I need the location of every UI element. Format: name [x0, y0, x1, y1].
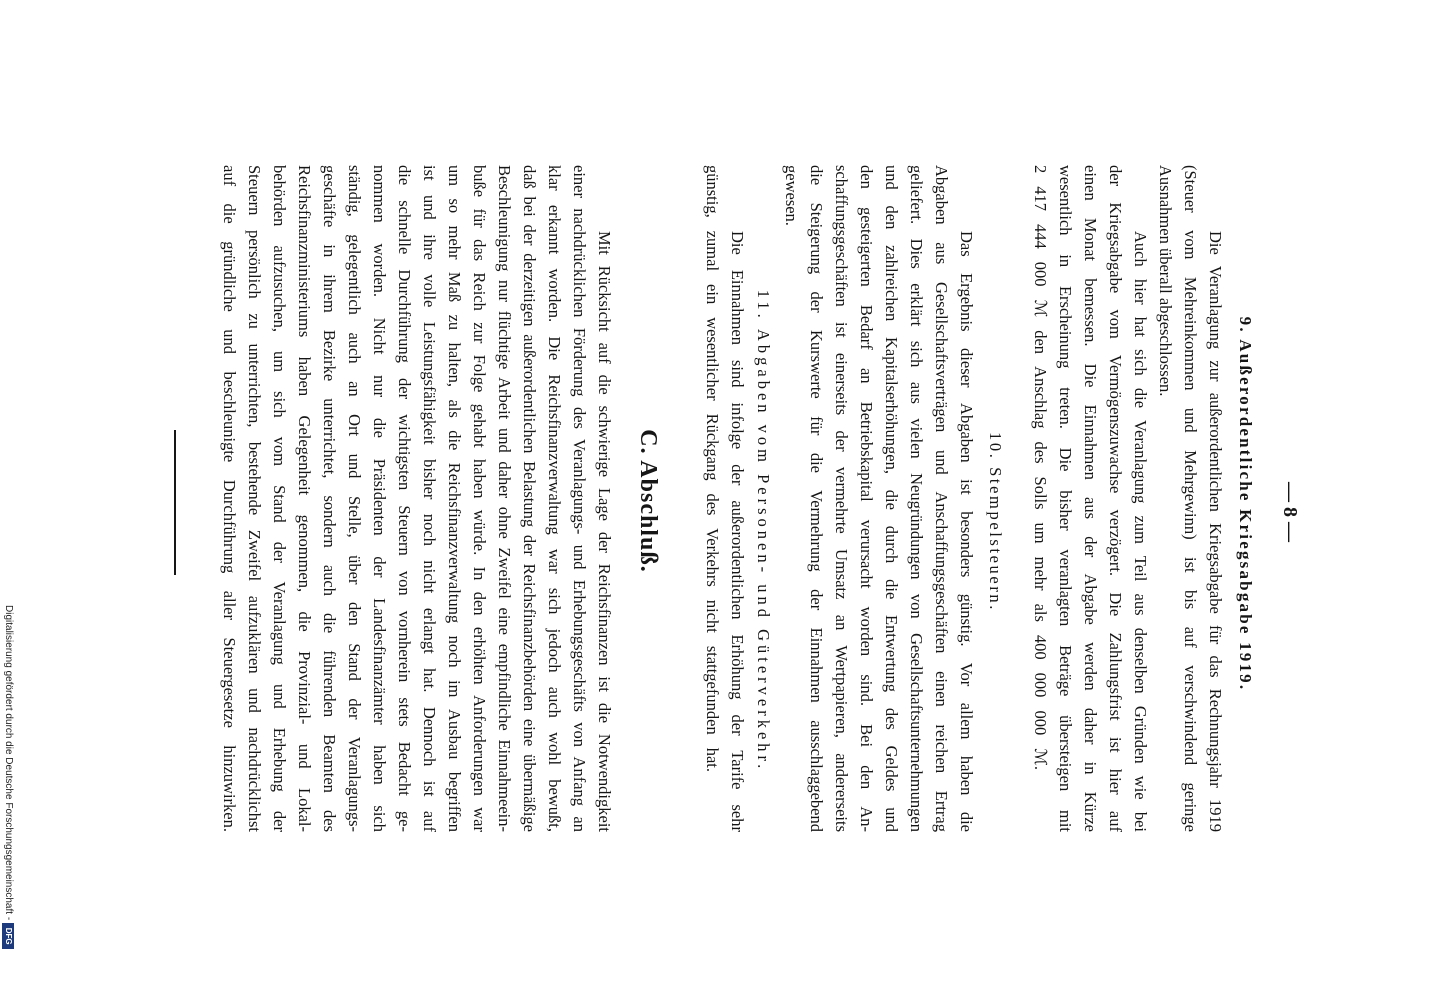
text-line: geschäfte in ihrem Bezirke unterrichtet, sondern auch die führenden Beamten des — [320, 165, 340, 832]
text-line: Die Veranlagung zur außerordentlichen Kriegsabgabe für das Rechnungsjahr 1919 — [1206, 231, 1226, 832]
text-line: Reichsfinanzministeriums haben Gelegenheit genommen, die Provinzial- und Lokal- — [295, 165, 315, 832]
text-line: schaffungsgeschäften ist einerseits der vermehrte Umsatz an Wertpapieren, andererseits — [832, 165, 852, 832]
text-line: buße für das Reich zur Folge gehabt haben würde. In den erhöhten Anforderungen war — [470, 165, 490, 832]
text-line: Abgaben aus Gesellschaftsverträgen und Anschaffungsgeschäften einen reichen Ertrag — [932, 165, 952, 832]
text-line: Beschleunigung nur flüchtige Arbeit und daher ohne Zweifel eine empfindliche Einnahmeein- — [495, 165, 515, 832]
text-line: günstig, zumal ein wesentlicher Rückgang des Verkehrs nicht stattgefunden hat. — [703, 165, 722, 772]
text-line: geliefert. Dies erklärt sich aus vielen Neugründungen von Gesellschaftsunternehmungen — [907, 165, 927, 832]
text-line: einer nachdrücklichen Förderung des Veranlagungs- und Erhebungsgeschäfts von Anfang an — [570, 165, 590, 832]
text-line: gewesen. — [782, 165, 802, 226]
text-line: ständig, gelegentlich auch an Ort und Stelle, über den Stand der Veranlagungs- — [345, 165, 365, 832]
text-line: Die Einnahmen sind infolge der außerordentlichen Erhöhung der Tarife sehr — [728, 231, 747, 832]
section-heading: 10. Stempelsteuern. — [986, 432, 1005, 612]
page-number: — 8 — — [1279, 482, 1301, 542]
chapter-heading: C. Abschluß. — [635, 429, 661, 573]
text-line: Steuern persönlich zu unterrichten, bestehende Zweifel aufzuklären und nachdrücklichst — [245, 165, 265, 832]
text-line: den gesteigerten Bedarf an Betriebskapital verursacht worden sind. Bei den An- — [857, 165, 877, 832]
section-9-kriegsabgabe — [1029, 165, 1259, 832]
text-line: wesentlich in Erscheinung treten. Die bisher veranlagten Beträge übersteigen mit — [1056, 165, 1076, 832]
text-line: auf die gründliche und beschleunigte Durchführung aller Steuergesetze hinzuwirken. — [220, 165, 240, 832]
text-line: Das Ergebnis dieser Abgaben ist besonders günstig. Vor allem haben die — [957, 231, 977, 832]
text-line: die Steigerung der Kurswerte für die Vermehrung der Einnahmen ausschlaggebend — [807, 165, 827, 832]
text-line: Ausnahmen überall abgeschlossen. — [1156, 165, 1176, 397]
section-heading: 11. Abgaben vom Personen- und Güterverkehr. — [754, 289, 773, 773]
text-line: 2 417 444 000 ℳ den Anschlag des Solls um mehr als 400 000 000 ℳ. — [1031, 165, 1051, 770]
text-line: und den zahlreichen Kapitalserhöhungen, die durch die Entwertung des Geldes und — [882, 165, 902, 832]
digitization-credit — [1, 605, 15, 949]
section-11-verkehrsabgaben — [700, 165, 776, 832]
text-line: behörden aufzusuchen, um sich vom Stand der Veranlagung und Erhebung der — [270, 165, 290, 832]
text-line: die schnelle Durchführung der wichtigsten Steuern von vornherein stets Bedacht ge- — [395, 165, 415, 832]
credit-text: Digitalisierung gefördert durch die Deutsche Forschungsgemeinschaft - — [3, 605, 14, 921]
text-line: (Steuer vom Mehreinkommen und Mehrgewinn) ist bis auf verschwindend geringe — [1181, 165, 1201, 832]
dfg-logo: DFG — [2, 923, 14, 949]
text-line: klar erkannt worden. Die Reichsfinanzverwaltung war sich jedoch auch wohl bewußt, — [545, 165, 565, 832]
text-line: Auch hier hat sich die Veranlagung zum Teil aus denselben Gründen wie bei — [1131, 231, 1151, 832]
text-line: der Kriegsabgabe vom Vermögenszuwachse verzögert. Die Zahlungsfrist ist hier auf — [1106, 165, 1126, 832]
text-line: um so mehr Maß zu halten, als die Reichsfinanzverwaltung noch im Ausbau begriffen — [445, 165, 465, 832]
section-heading: 9. Außerordentliche Kriegsabgabe 1919. — [1236, 316, 1255, 692]
text-line: einen Monat bemessen. Die Einnahmen aus der Abgabe werden daher in Kürze — [1081, 165, 1101, 832]
end-rule — [174, 430, 176, 575]
text-line: daß bei der derzeitigen außerordentlichen Belastung der Reichsfinanzbehörden eine übermäßige — [520, 165, 540, 832]
section-10-stempelsteuern — [780, 165, 1009, 832]
text-line: Mit Rücksicht auf die schwierige Lage der Reichsfinanzen ist die Notwendigkeit — [595, 231, 615, 832]
text-line: ist und ihre volle Leistungsfähigkeit bisher noch nicht erlangt hat. Dennoch ist auf — [420, 165, 440, 832]
text-line: nommen worden. Nicht nur die Präsidenten der Landesfinanzämter haben sich — [370, 165, 390, 832]
section-c-abschluss — [218, 165, 667, 832]
